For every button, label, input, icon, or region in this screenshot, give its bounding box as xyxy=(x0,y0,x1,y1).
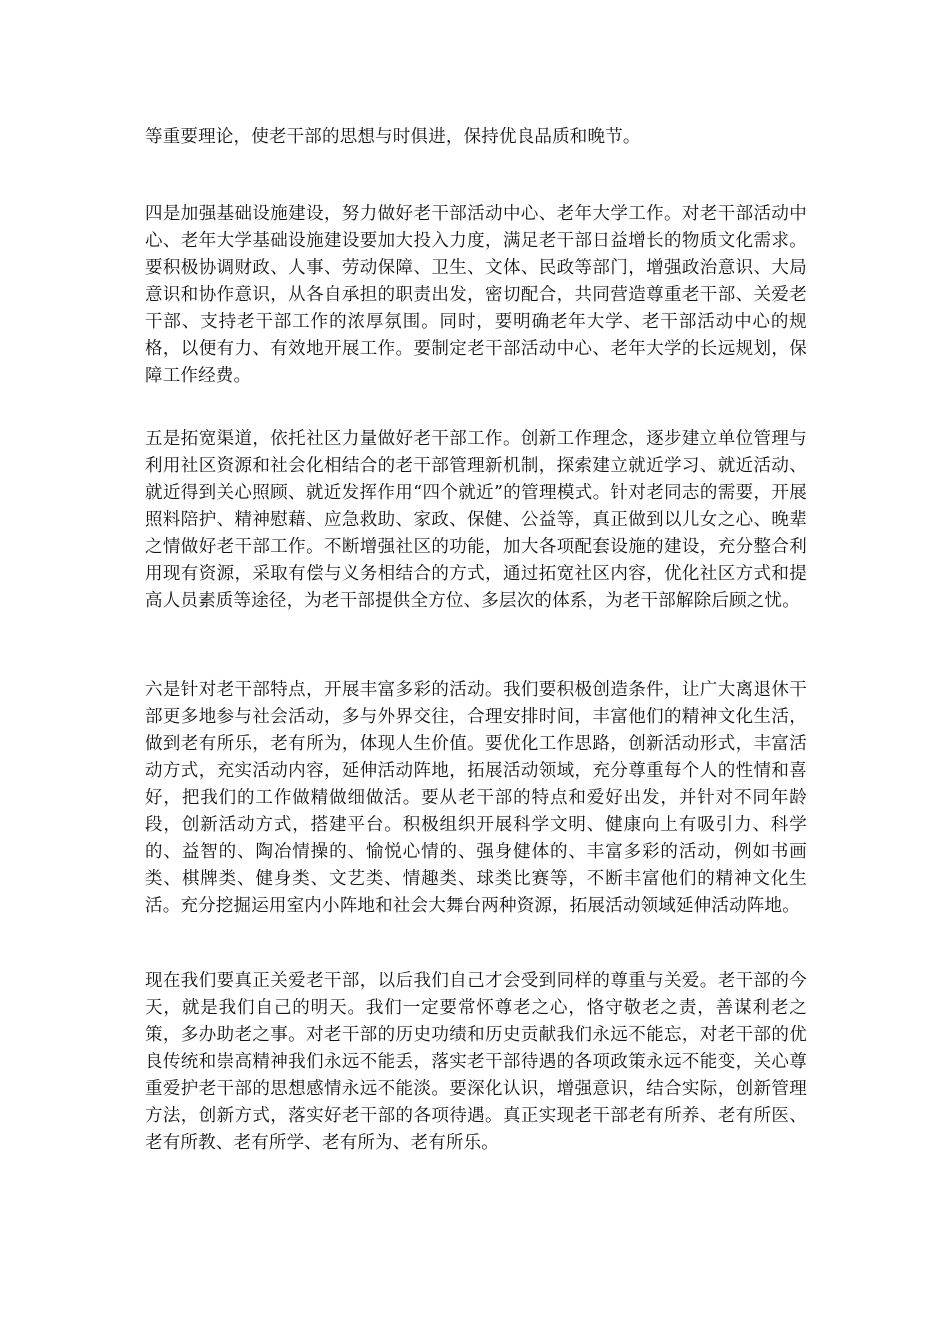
paragraph-continuation: 等重要理论，使老干部的思想与时俱进，保持优良品质和晚节。 xyxy=(145,127,641,147)
paragraph-conclusion: 现在我们要真正关爱老干部，以后我们自己才会受到同样的尊重与关爱。老干部的今天，就是我们自己的明天。我们一定要常怀尊老之心，恪守敬老之责，善谋利老之策，多办助老之事。对老干部的历史功绩和历史贡献我们永远不能忘，对老干部的优良传统和崇高精神我们永远不能丢，落实老干部待遇的各项政策永远不能变，关心尊重爱护老干部的思想感情永远不能淡。要深化认识，增强意识，结合实际，创新管理方法，创新方式，落实好老干部的各项待遇。真正实现老干部老有所养、老有所医、老有所教、老有所学、老有所为、老有所乐。 xyxy=(145,971,807,1153)
paragraph-community: 五是拓宽渠道，依托社区力量做好老干部工作。创新工作理念，逐步建立单位管理与利用社区资源和社会化相结合的老干部管理新机制，探索建立就近学习、就近活动、就近得到关心照顾、就近发挥作用“四个就近”的管理模式。针对老同志的需要，开展照料陪护、精神慰藉、应急救助、家政、保健、公益等，真正做到以儿女之心、晚辈之情做好老干部工作。不断增强社区的功能，加大各项配套设施的建设，充分整合利用现有资源，采取有偿与义务相结合的方式，通过拓宽社区内容，优化社区方式和提高人员素质等途径，为老干部提供全方位、多层次的体系，为老干部解除后顾之忧。 xyxy=(145,429,807,611)
paragraph-activities: 六是针对老干部特点，开展丰富多彩的活动。我们要积极创造条件，让广大离退休干部更多地参与社会活动，多与外界交往，合理安排时间，丰富他们的精神文化生活，做到老有所乐，老有所为，体现人生价值。要优化工作思路，创新活动形式，丰富活动方式，充实活动内容，延伸活动阵地，拓展活动领域，充分尊重每个人的性情和喜好，把我们的工作做精做细做活。要从老干部的特点和爱好出发，并针对不同年龄段，创新活动方式，搭建平台。积极组织开展科学文明、健康向上有吸引力、科学的、益智的、陶冶情操的、愉悦心情的、强身健体的、丰富多彩的活动，例如书画类、棋牌类、健身类、文艺类、情趣类、球类比赛等，不断丰富他们的精神文化生活。充分挖掘运用室内小阵地和社会大舞台两种资源，拓展活动领域延伸活动阵地。 xyxy=(145,680,807,916)
paragraph-infrastructure: 四是加强基础设施建设，努力做好老干部活动中心、老年大学工作。对老干部活动中心、老年大学基础设施建设要加大投入力度，满足老干部日益增长的物质文化需求。要积极协调财政、人事、劳动保障、卫生、文体、民政等部门，增强政治意识、大局意识和协作意识，从各自承担的职责出发，密切配合，共同营造尊重老干部、关爱老干部、支持老干部工作的浓厚氛围。同时，要明确老年大学、老干部活动中心的规格，以便有力、有效地开展工作。要制定老干部活动中心、老年大学的长远规划，保障工作经费。 xyxy=(145,204,807,386)
